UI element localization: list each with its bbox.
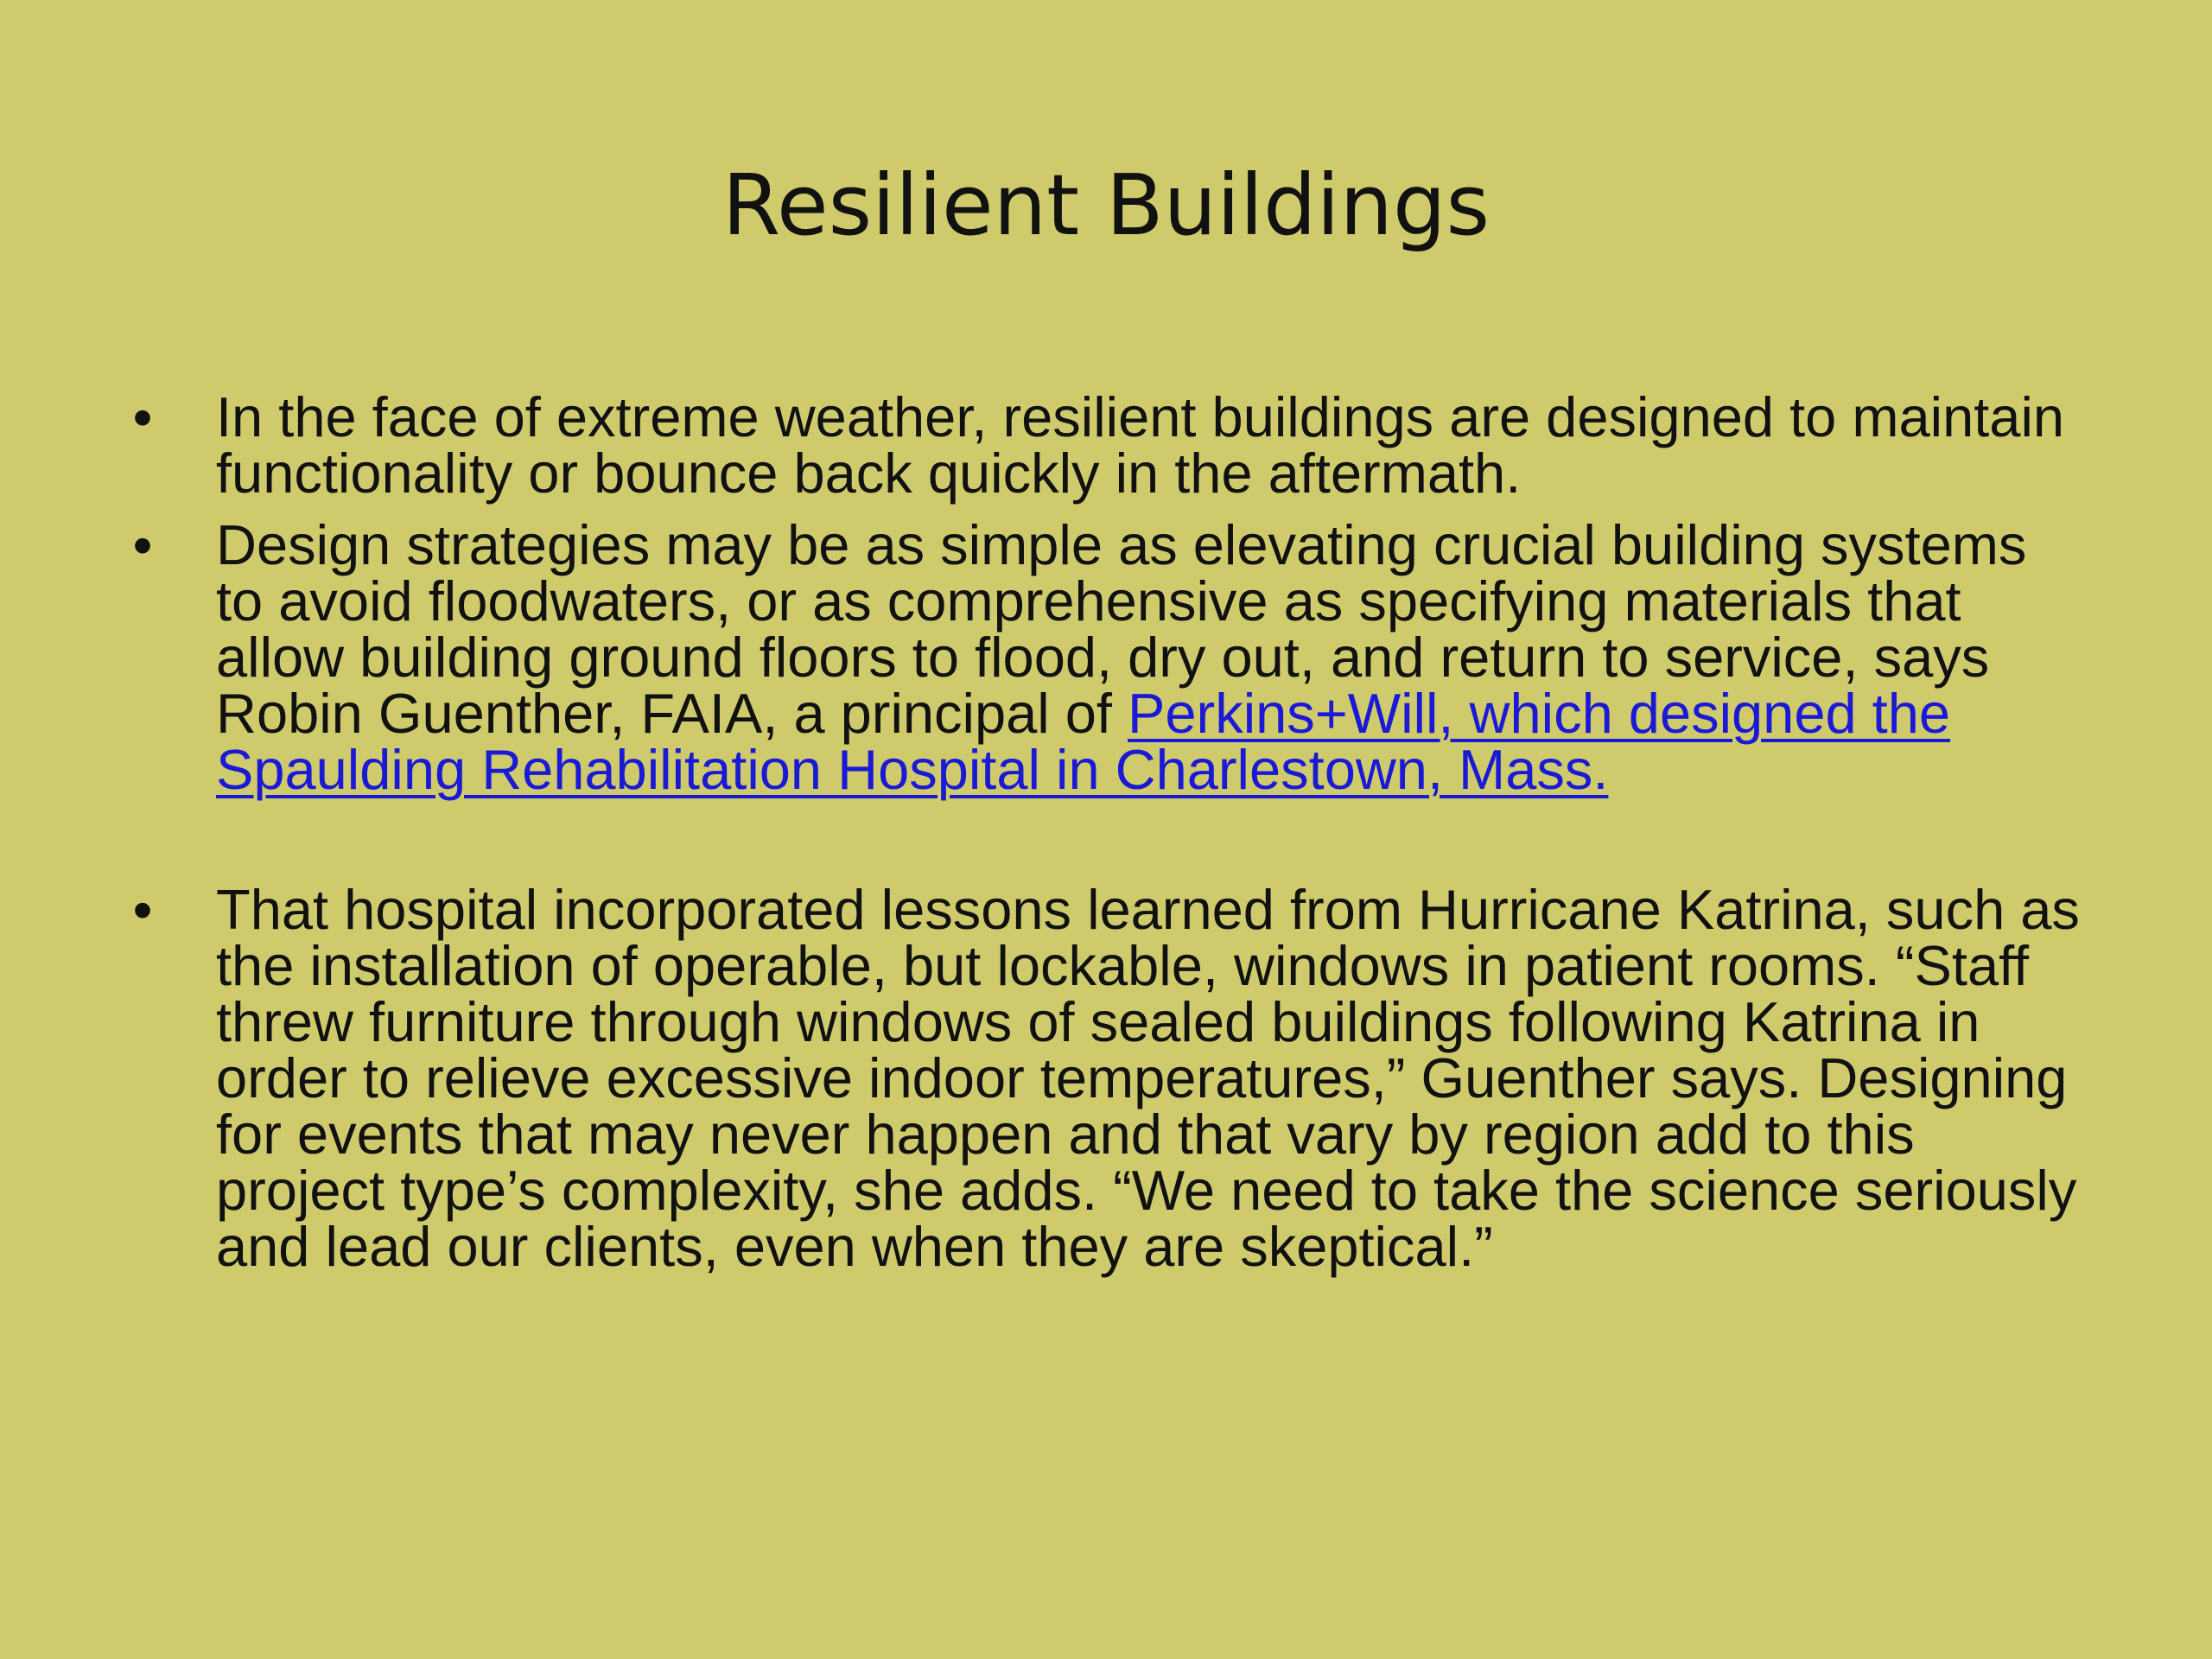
bullet-list [130,385,2082,1278]
slide-title: Resilient Buildings [721,156,1491,254]
bullet-item-1 [130,385,2082,505]
bullet-marker: • [132,385,153,448]
bullet-text-3: That hospital incorporated lessons learned from Hurricane Katrina, such as the installation of operable, but lockable, windows in patient rooms. “Staff threw furniture through windows of sealed buildings following Katrina in order to relieve excessive indoor temperatures,” Guenther says. Designing for events that may never happen and that vary by region add to this project type’s complexity, she adds. “We need to take the science seriously and lead our clients, even when they are skeptical.” [216,878,2080,1278]
bullet-text-1: In the face of extreme weather, resilient buildings are designed to maintain functionality or bounce back quickly in the aftermath. [216,385,2065,505]
bullet-item-3 [130,878,2082,1278]
bullet-marker: • [132,513,153,576]
bullet-marker: • [132,878,153,941]
bullet-text-2: Design strategies may be as simple as elevating crucial building systems to avoid floodwaters, or as comprehensive as specifying materials that allow building ground floors to flood, dry out, and return to service, says Robin Guenther, FAIA, a principal of [216,513,2027,745]
perkins-will-link[interactable]: Perkins+Will, which designed the Spaulding Rehabilitation Hospital in Charlestown, Mass. [216,682,1951,801]
bullet-item-2 [130,513,2082,801]
